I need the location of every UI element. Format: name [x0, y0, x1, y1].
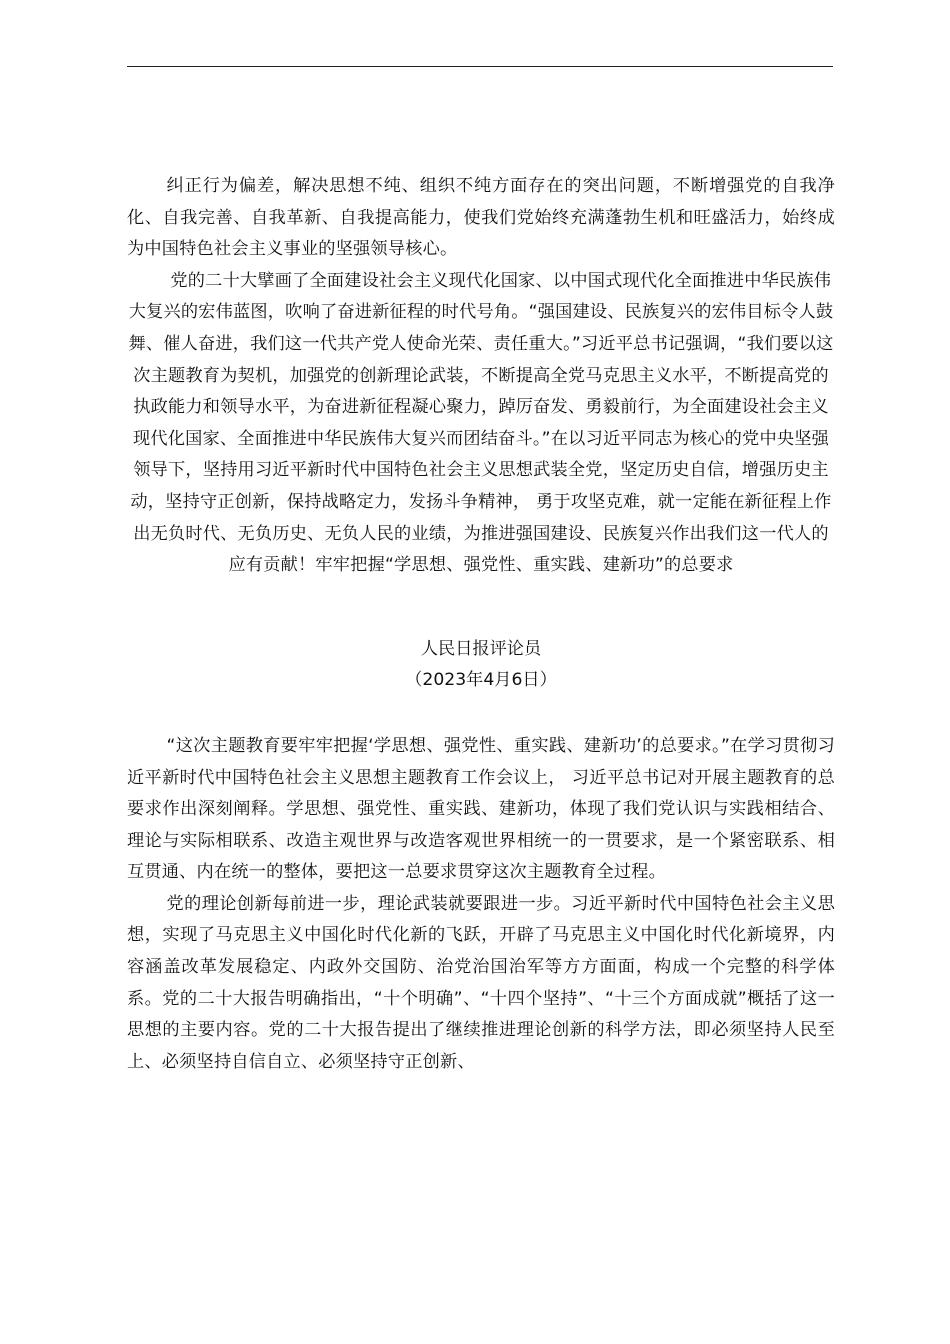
- byline-author: 人民日报评论员: [420, 638, 542, 659]
- paragraph-theory-innovation: 党的理论创新每前进一步，理论武装就要跟进一步。习近平新时代中国特色社会主义思想，实现了马克思主义中国化时代化新的飞跃，开辟了马克思主义中国化时代化新境界，内容涵盖改革发展稳定、内政外交国防、治党治国治军等方方面面，构成一个完整的科学体系。党的二十大报告明确指出，“十个明确”、“十四个坚持”、“十三个方面成就”概括了这一思想的主要内容。党的二十大报告提出了继续推进理论创新的科学方法，即必须坚持人民至上、必须坚持自信自立、必须坚持守正创新、: [127, 893, 835, 1072]
- paragraph-twentieth-congress: 党的二十大擘画了全面建设社会主义现代化国家、以中国式现代化全面推进中华民族伟大复兴的宏伟蓝图，吹响了奋进新征程的时代号角。“强国建设、民族复兴的宏伟目标令人鼓舞、催人奋进，我们这一代共产党人使命光荣、责任重大。”习近平总书记强调，“我们要以这次主题教育为契机，加强党的创新理论武装，不断提高全党马克思主义水平，不断提高党的执政能力和领导水平，为奋进新征程凝心聚力，踔厉奋发、勇毅前行，为全面建设社会主义现代化国家、全面推进中华民族伟大复兴而团结奋斗。”在以习近平同志为核心的党中央坚强领导下，坚持用习近平新时代中国特色社会主义思想武装全党，坚定历史自信，增强历史主动，坚持守正创新，保持战略定力，发扬斗争精神， 勇于攻坚克难，就一定能在新征程上作出无负时代、无负历史、无负人民的业绩，为推进强国建设、民族复兴作出我们这一代人的应有贡献！牢牢把握“学思想、强党性、重实践、建新功”的总要求: [128, 270, 834, 576]
- paragraph-continuation: 纠正行为偏差，解决思想不纯、组织不纯方面存在的突出问题，不断增强党的自我净化、自我完善、自我革新、自我提高能力，使我们党始终充满蓬勃生机和旺盛活力，始终成为中国特色社会主义事业的坚强领导核心。: [127, 176, 835, 260]
- header-rule: [127, 66, 833, 67]
- paragraph-general-requirement: “这次主题教育要牢牢把握‘学思想、强党性、重实践、建新功’的总要求。”在学习贯彻习近平新时代中国特色社会主义思想主题教育工作会议上， 习近平总书记对开展主题教育的总要求作出深刻阐释。学思想、强党性、重实践、建新功，体现了我们党认识与实践相结合、理论与实际相联系、改造主观世界与改造客观世界相统一的一贯要求，是一个紧密联系、相互贯通、内在统一的整体，要把这一总要求贯穿这次主题教育全过程。: [127, 735, 835, 883]
- byline-date: （2023年4月6日）: [405, 670, 557, 691]
- article-body: [127, 171, 835, 1078]
